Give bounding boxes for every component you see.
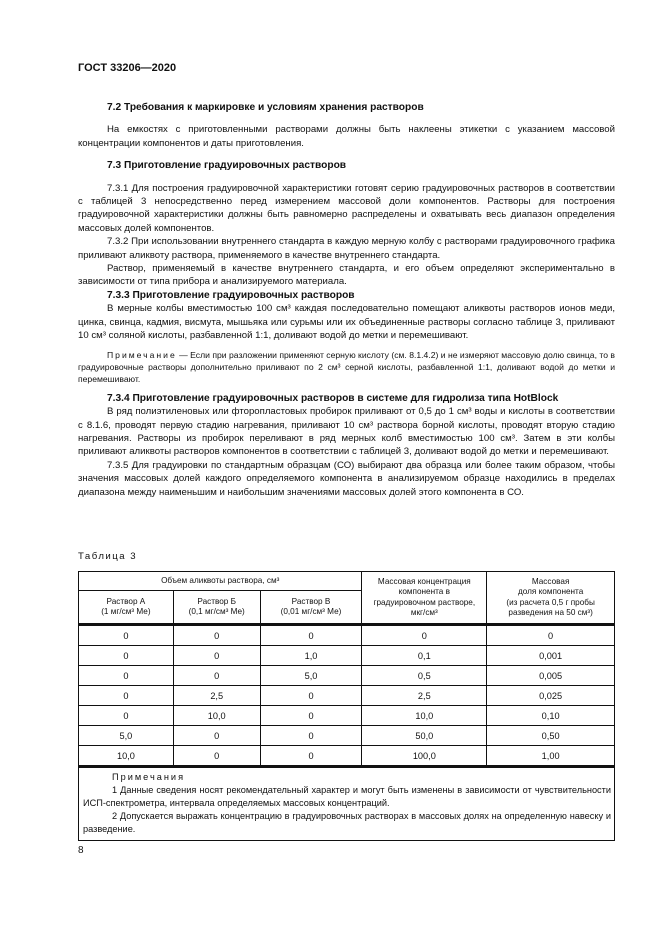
section-7-3-title: 7.3 Приготовление градуировочных растворов <box>107 160 347 172</box>
header-mass-fraction <box>487 572 615 625</box>
table-cell: 0 <box>260 686 362 706</box>
table-row <box>79 726 615 746</box>
section-7-3-3-title: 7.3.3 Приготовление градуировочных растворов <box>107 289 355 301</box>
table-cell: 2,5 <box>362 686 487 706</box>
paragraph-7-3-2-b: Раствор, применяемый в качестве внутреннего стандарта, и его объем определяют экспериментально в зависимости от типа прибора и анализируемого материала. <box>78 263 615 288</box>
table-cell: 0 <box>79 625 174 646</box>
table-cell: 0,10 <box>487 706 615 726</box>
table-cell: 0 <box>173 646 260 666</box>
table-cell: 0 <box>260 625 362 646</box>
table-note-2: 2 Допускается выражать концентрацию в градуировочных растворах в массовых долях на определенную навеску и разведение. <box>83 811 611 834</box>
table-cell: 0 <box>173 726 260 746</box>
document-body <box>78 92 615 499</box>
header-text: Массовая <box>531 576 570 586</box>
page-number: 8 <box>78 845 84 856</box>
header-text: разведения на 50 см³) <box>508 608 593 617</box>
table-row <box>79 646 615 666</box>
paragraph-7-3-4: В ряд полиэтиленовых или фторопластовых пробирок приливают от 0,5 до 1 см³ воды и кислоты в соответствии с 8.1.6, проводят первую стадию нагревания, приливают 10 см³ раствора борной кислоты, проводят вторую стадию нагревания. Растворы из пробирок переливают в ряд мерных колб вместимостью 100 см³. Затем в эти колбы приливают аликвоты растворов компонентов в соответствии с таблицей 3, доливают водой до метки и перемешивают. <box>78 406 615 458</box>
table-cell: 2,5 <box>173 686 260 706</box>
table-row <box>79 666 615 686</box>
table-cell: 0 <box>79 666 174 686</box>
header-text: Раствор В <box>291 596 331 606</box>
table-cell: 0 <box>487 625 615 646</box>
table-cell: 0,1 <box>362 646 487 666</box>
table-cell: 0 <box>173 625 260 646</box>
note <box>78 349 615 386</box>
table-cell: 0,5 <box>362 666 487 686</box>
header-text: (0,01 мг/см³ Ме) <box>280 607 342 616</box>
table-caption: Таблица 3 <box>78 551 138 562</box>
table-cell: 5,0 <box>79 726 174 746</box>
table-cell: 0 <box>260 746 362 767</box>
table-cell: 0,005 <box>487 666 615 686</box>
table-cell: 0 <box>173 666 260 686</box>
table-cell: 10,0 <box>362 706 487 726</box>
header-text: Раствор Б <box>197 596 236 606</box>
table-row <box>79 686 615 706</box>
table-row <box>79 625 615 646</box>
table-cell: 10,0 <box>79 746 174 767</box>
table-cell: 5,0 <box>260 666 362 686</box>
section-7-3-4-title: 7.3.4 Приготовление градуировочных растворов в системе для гидролиза типа HotBlock <box>107 392 559 404</box>
table-note-1: 1 Данные сведения носят рекомендательный характер и могут быть изменены в зависимости от чувствительности ИСП-спектрометра, интервала определяемых массовых концентраций. <box>83 785 611 808</box>
notes-label: Примечания <box>112 772 186 782</box>
header-text: (1 мг/см³ Ме) <box>101 607 151 616</box>
paragraph-7-3-5: 7.3.5 Для градуировки по стандартным образцам (СО) выбирают два образца или более таким образом, чтобы значения массовых долей каждого определяемого компонента в анализируемом образце находились в пределах диапазона между наименьшим и наибольшим значениями массовых долей этого компонента в СО. <box>78 459 615 498</box>
table-3 <box>78 571 615 841</box>
header-solution-b <box>173 591 260 625</box>
note-text: — Если при разложении применяют серную кислоту (см. 8.1.4.2) и не измеряют массовую долю свинца, то в градуировочные растворы дополнительно приливают по 2 см³ серной кислоты, разбавленной 1:1, доливают водой до метки и перемешивают. <box>78 349 615 385</box>
note-label: Примечание <box>107 349 177 360</box>
table-cell: 1,0 <box>260 646 362 666</box>
header-solution-a <box>79 591 174 625</box>
header-text: Раствор А <box>106 596 146 606</box>
table-cell: 10,0 <box>173 706 260 726</box>
table-cell: 0 <box>362 625 487 646</box>
table-cell: 0 <box>79 706 174 726</box>
table-cell: 1,00 <box>487 746 615 767</box>
table-row <box>79 746 615 767</box>
document-header: ГОСТ 33206—2020 <box>78 62 177 74</box>
table-cell: 100,0 <box>362 746 487 767</box>
header-text: (из расчета 0,5 г пробы <box>506 597 595 607</box>
table-cell: 0,50 <box>487 726 615 746</box>
table-notes <box>79 767 615 841</box>
header-text: (0,1 мг/см³ Ме) <box>188 607 245 616</box>
header-aliquot-volume: Объем аликвоты раствора, см³ <box>79 572 362 591</box>
table-cell: 0 <box>260 726 362 746</box>
paragraph-7-3-3: В мерные колбы вместимостью 100 см³ каждая последовательно помещают аликвоты растворов ионов меди, цинка, свинца, кадмия, висмута, мышьяка или сурьмы или их объединенные растворы согласно таблице 3, приливают 10 см³ соляной кислоты, разбавленной 1:1, доливают водой до метки и перемешивают. <box>78 303 615 342</box>
table-cell: 0 <box>79 686 174 706</box>
table-cell: 0 <box>79 646 174 666</box>
header-mass-concentration-text: Массовая концентрация компонента в градуировочном растворе, мкг/см³ <box>373 576 476 617</box>
section-7-2-text: На емкостях с приготовленными растворами должны быть наклеены этикетки с указанием массовой концентрации компонентов и даты приготовления. <box>78 124 615 149</box>
table-cell: 0,001 <box>487 646 615 666</box>
paragraph-7-3-1: 7.3.1 Для построения градуировочной характеристики готовят серию градуировочных растворов в соответствии с таблицей 3 непосредственно перед измерением массовой доли компонентов. Растворы для построения градуировочной характеристики должны быть равномерно распределены и охватывать весь диапазон определения массовых долей компонентов. <box>78 182 615 234</box>
paragraph-7-3-2: 7.3.2 При использовании внутреннего стандарта в каждую мерную колбу с растворами градуировочного графика приливают аликвоту раствора, применяемого в качестве внутреннего стандарта. <box>78 236 615 261</box>
section-7-2-title: 7.2 Требования к маркировке и условиям хранения растворов <box>107 102 424 113</box>
header-text: доля компонента <box>517 587 584 596</box>
table-cell: 0,025 <box>487 686 615 706</box>
header-mass-concentration <box>362 572 487 625</box>
table-cell: 50,0 <box>362 726 487 746</box>
header-solution-c <box>260 591 362 625</box>
table-row <box>79 706 615 726</box>
table-cell: 0 <box>173 746 260 767</box>
table-cell: 0 <box>260 706 362 726</box>
